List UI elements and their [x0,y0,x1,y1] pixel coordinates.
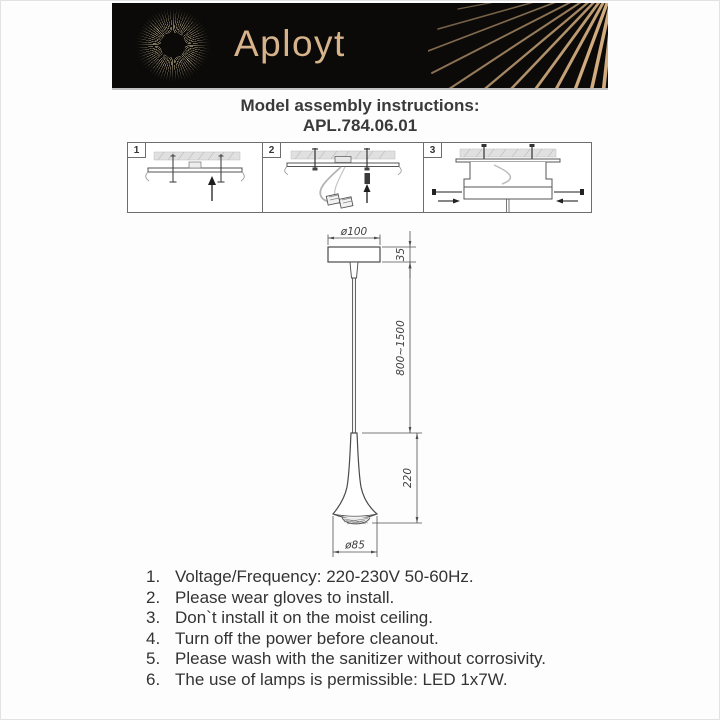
item-text: The use of lamps is permissible: LED 1x7W. [175,669,508,689]
item-number: 3. [146,608,161,628]
list-item [146,588,546,609]
item-text: Voltage/Frequency: 220-230V 50-60Hz. [175,567,474,586]
list-item [146,567,546,588]
item-text: Turn off the power before cleanout. [175,628,439,648]
item-number: 4. [146,628,161,648]
list-item [146,649,546,670]
dim-shade-height: 220 [402,467,414,489]
ceiling-bracket-screws-diagram [128,143,262,212]
assembly-steps-row [127,142,593,213]
step-number-badge: 1 [127,142,146,158]
item-text: Please wash with the sanitizer without corrosivity. [175,649,547,669]
list-item [146,629,546,650]
sunrays-icon [428,3,608,88]
brand-name: Aployt [234,23,346,64]
item-number: 2. [146,587,161,607]
model-number: APL.784.06.01 [302,116,418,135]
dim-shade-diameter: ø85 [345,539,365,552]
title-block [0,96,720,135]
pendant-lamp-drawing [300,225,445,575]
brand-header [112,3,608,88]
starburst-icon [136,8,210,82]
canopy-outline [328,247,380,262]
assembly-step-2 [262,142,424,213]
item-number: 6. [146,669,161,689]
item-text: Don`t install it on the moist ceiling. [175,608,433,628]
canopy-side-screws-diagram [424,143,591,212]
item-number: 1. [146,567,161,586]
dim-suspension-length: 800~1500 [395,320,407,376]
dim-canopy-height: 35 [395,247,407,262]
assembly-step-1 [127,142,263,213]
item-number: 5. [146,649,161,669]
dim-canopy-diameter: ø100 [340,226,368,238]
list-item [146,608,546,629]
wire-connection-diagram [263,143,423,212]
page-title: Model assembly instructions: [240,96,480,115]
assembly-step-3 [423,142,592,213]
shade-outline [333,433,377,519]
item-text: Please wear gloves to install. [175,587,395,607]
instruction-list [146,567,546,691]
step-number-badge: 2 [262,142,281,158]
list-item [146,670,546,691]
step-number-badge: 3 [423,142,442,158]
